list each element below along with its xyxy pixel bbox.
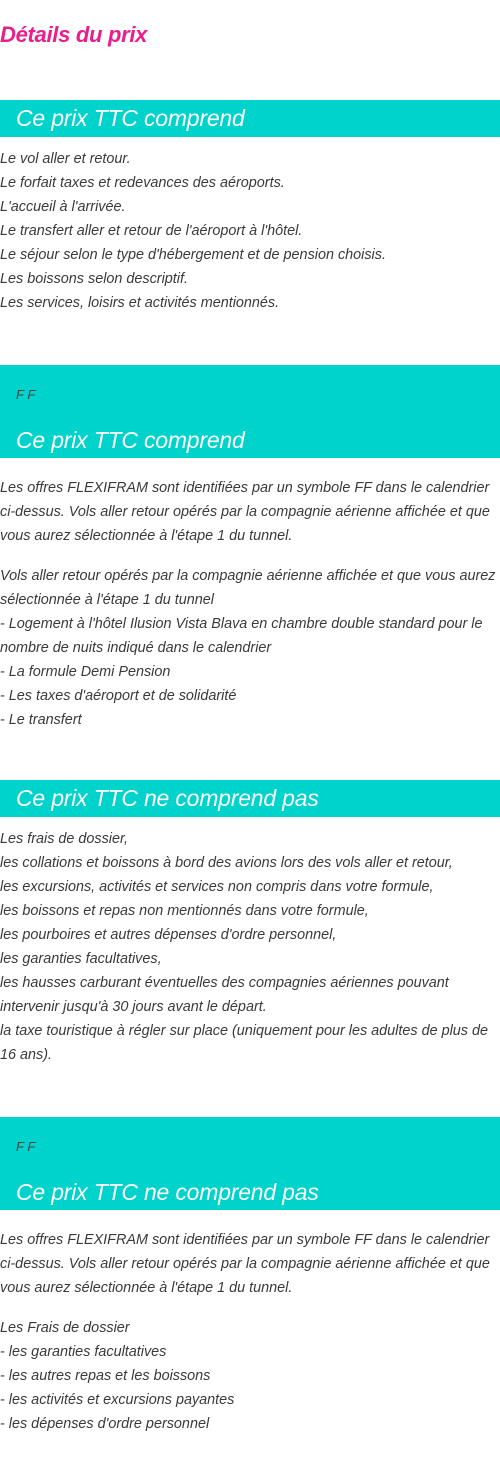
offer-detail bbox=[0, 564, 500, 732]
detail-item: - les autres repas et les boissons bbox=[0, 1368, 211, 1384]
ff-tag: F F bbox=[16, 1139, 36, 1154]
section-list bbox=[0, 147, 500, 315]
detail-item: - Logement à l'hôtel Ilusion Vista Blava en chambre double standard pour le nombre de nuits indiqué dans le calendrier bbox=[0, 616, 483, 656]
list-item: Le vol aller et retour. bbox=[0, 151, 131, 167]
detail-item: Vols aller retour opérés par la compagnie aérienne affichée et que vous aurez sélectionnée à l'étape 1 du tunnel bbox=[0, 568, 496, 608]
page-title: Détails du prix bbox=[0, 22, 148, 47]
list-item: les boissons et repas non mentionnés dans votre formule, bbox=[0, 903, 369, 919]
section-price-excludes bbox=[0, 780, 500, 1067]
offer-intro: Les offres FLEXIFRAM sont identifiées par un symbole FF dans le calendrier ci-dessus. Vols aller retour opérés par la compagnie aérienne affichée et que vous aurez sélectionnée à l'étape 1 du tunnel. bbox=[0, 1232, 490, 1296]
detail-item: - Le transfert bbox=[0, 712, 82, 728]
section-header bbox=[0, 100, 500, 137]
section-body bbox=[0, 1228, 500, 1436]
section-title: Ce prix TTC ne comprend pas bbox=[16, 785, 319, 811]
offer-detail bbox=[0, 1316, 500, 1436]
list-item: les hausses carburant éventuelles des compagnies aériennes pouvant intervenir jusqu'à 30 jours avant le départ. bbox=[0, 975, 449, 1015]
list-item: les collations et boissons à bord des avions lors des vols aller et retour, bbox=[0, 855, 453, 871]
list-item: Le transfert aller et retour de l'aéroport à l'hôtel. bbox=[0, 223, 303, 239]
list-item: Les boissons selon descriptif. bbox=[0, 271, 188, 287]
section-list bbox=[0, 827, 500, 1067]
section-header bbox=[0, 1117, 500, 1210]
section-ff-price-excludes bbox=[0, 1117, 500, 1436]
list-item: Le forfait taxes et redevances des aéroports. bbox=[0, 175, 285, 191]
detail-item: Les Frais de dossier bbox=[0, 1320, 130, 1336]
section-header bbox=[0, 780, 500, 817]
section-price-includes bbox=[0, 100, 500, 315]
ff-tag: F F bbox=[16, 387, 36, 402]
section-ff-price-includes bbox=[0, 365, 500, 732]
detail-item: - Les taxes d'aéroport et de solidarité bbox=[0, 688, 237, 704]
list-item: les pourboires et autres dépenses d'ordre personnel, bbox=[0, 927, 337, 943]
list-item: les excursions, activités et services non compris dans votre formule, bbox=[0, 879, 434, 895]
detail-item: - les dépenses d'ordre personnel bbox=[0, 1416, 210, 1432]
list-item: Les frais de dossier, bbox=[0, 831, 128, 847]
section-title: Ce prix TTC comprend bbox=[16, 105, 245, 131]
list-item: les garanties facultatives, bbox=[0, 951, 162, 967]
list-item: L'accueil à l'arrivée. bbox=[0, 199, 126, 215]
section-title: Ce prix TTC ne comprend pas bbox=[16, 1179, 319, 1205]
list-item: Les services, loisirs et activités mentionnés. bbox=[0, 295, 280, 311]
section-header bbox=[0, 365, 500, 458]
detail-item: - La formule Demi Pension bbox=[0, 664, 171, 680]
list-item: Le séjour selon le type d'hébergement et de pension choisis. bbox=[0, 247, 386, 263]
offer-intro: Les offres FLEXIFRAM sont identifiées par un symbole FF dans le calendrier ci-dessus. Vols aller retour opérés par la compagnie aérienne affichée et que vous aurez sélectionnée à l'étape 1 du tunnel. bbox=[0, 480, 490, 544]
section-title: Ce prix TTC comprend bbox=[16, 427, 245, 453]
list-item: la taxe touristique à régler sur place (uniquement pour les adultes de plus de 16 ans). bbox=[0, 1023, 488, 1063]
detail-item: - les garanties facultatives bbox=[0, 1344, 167, 1360]
detail-item: - les activités et excursions payantes bbox=[0, 1392, 235, 1408]
section-body bbox=[0, 476, 500, 732]
